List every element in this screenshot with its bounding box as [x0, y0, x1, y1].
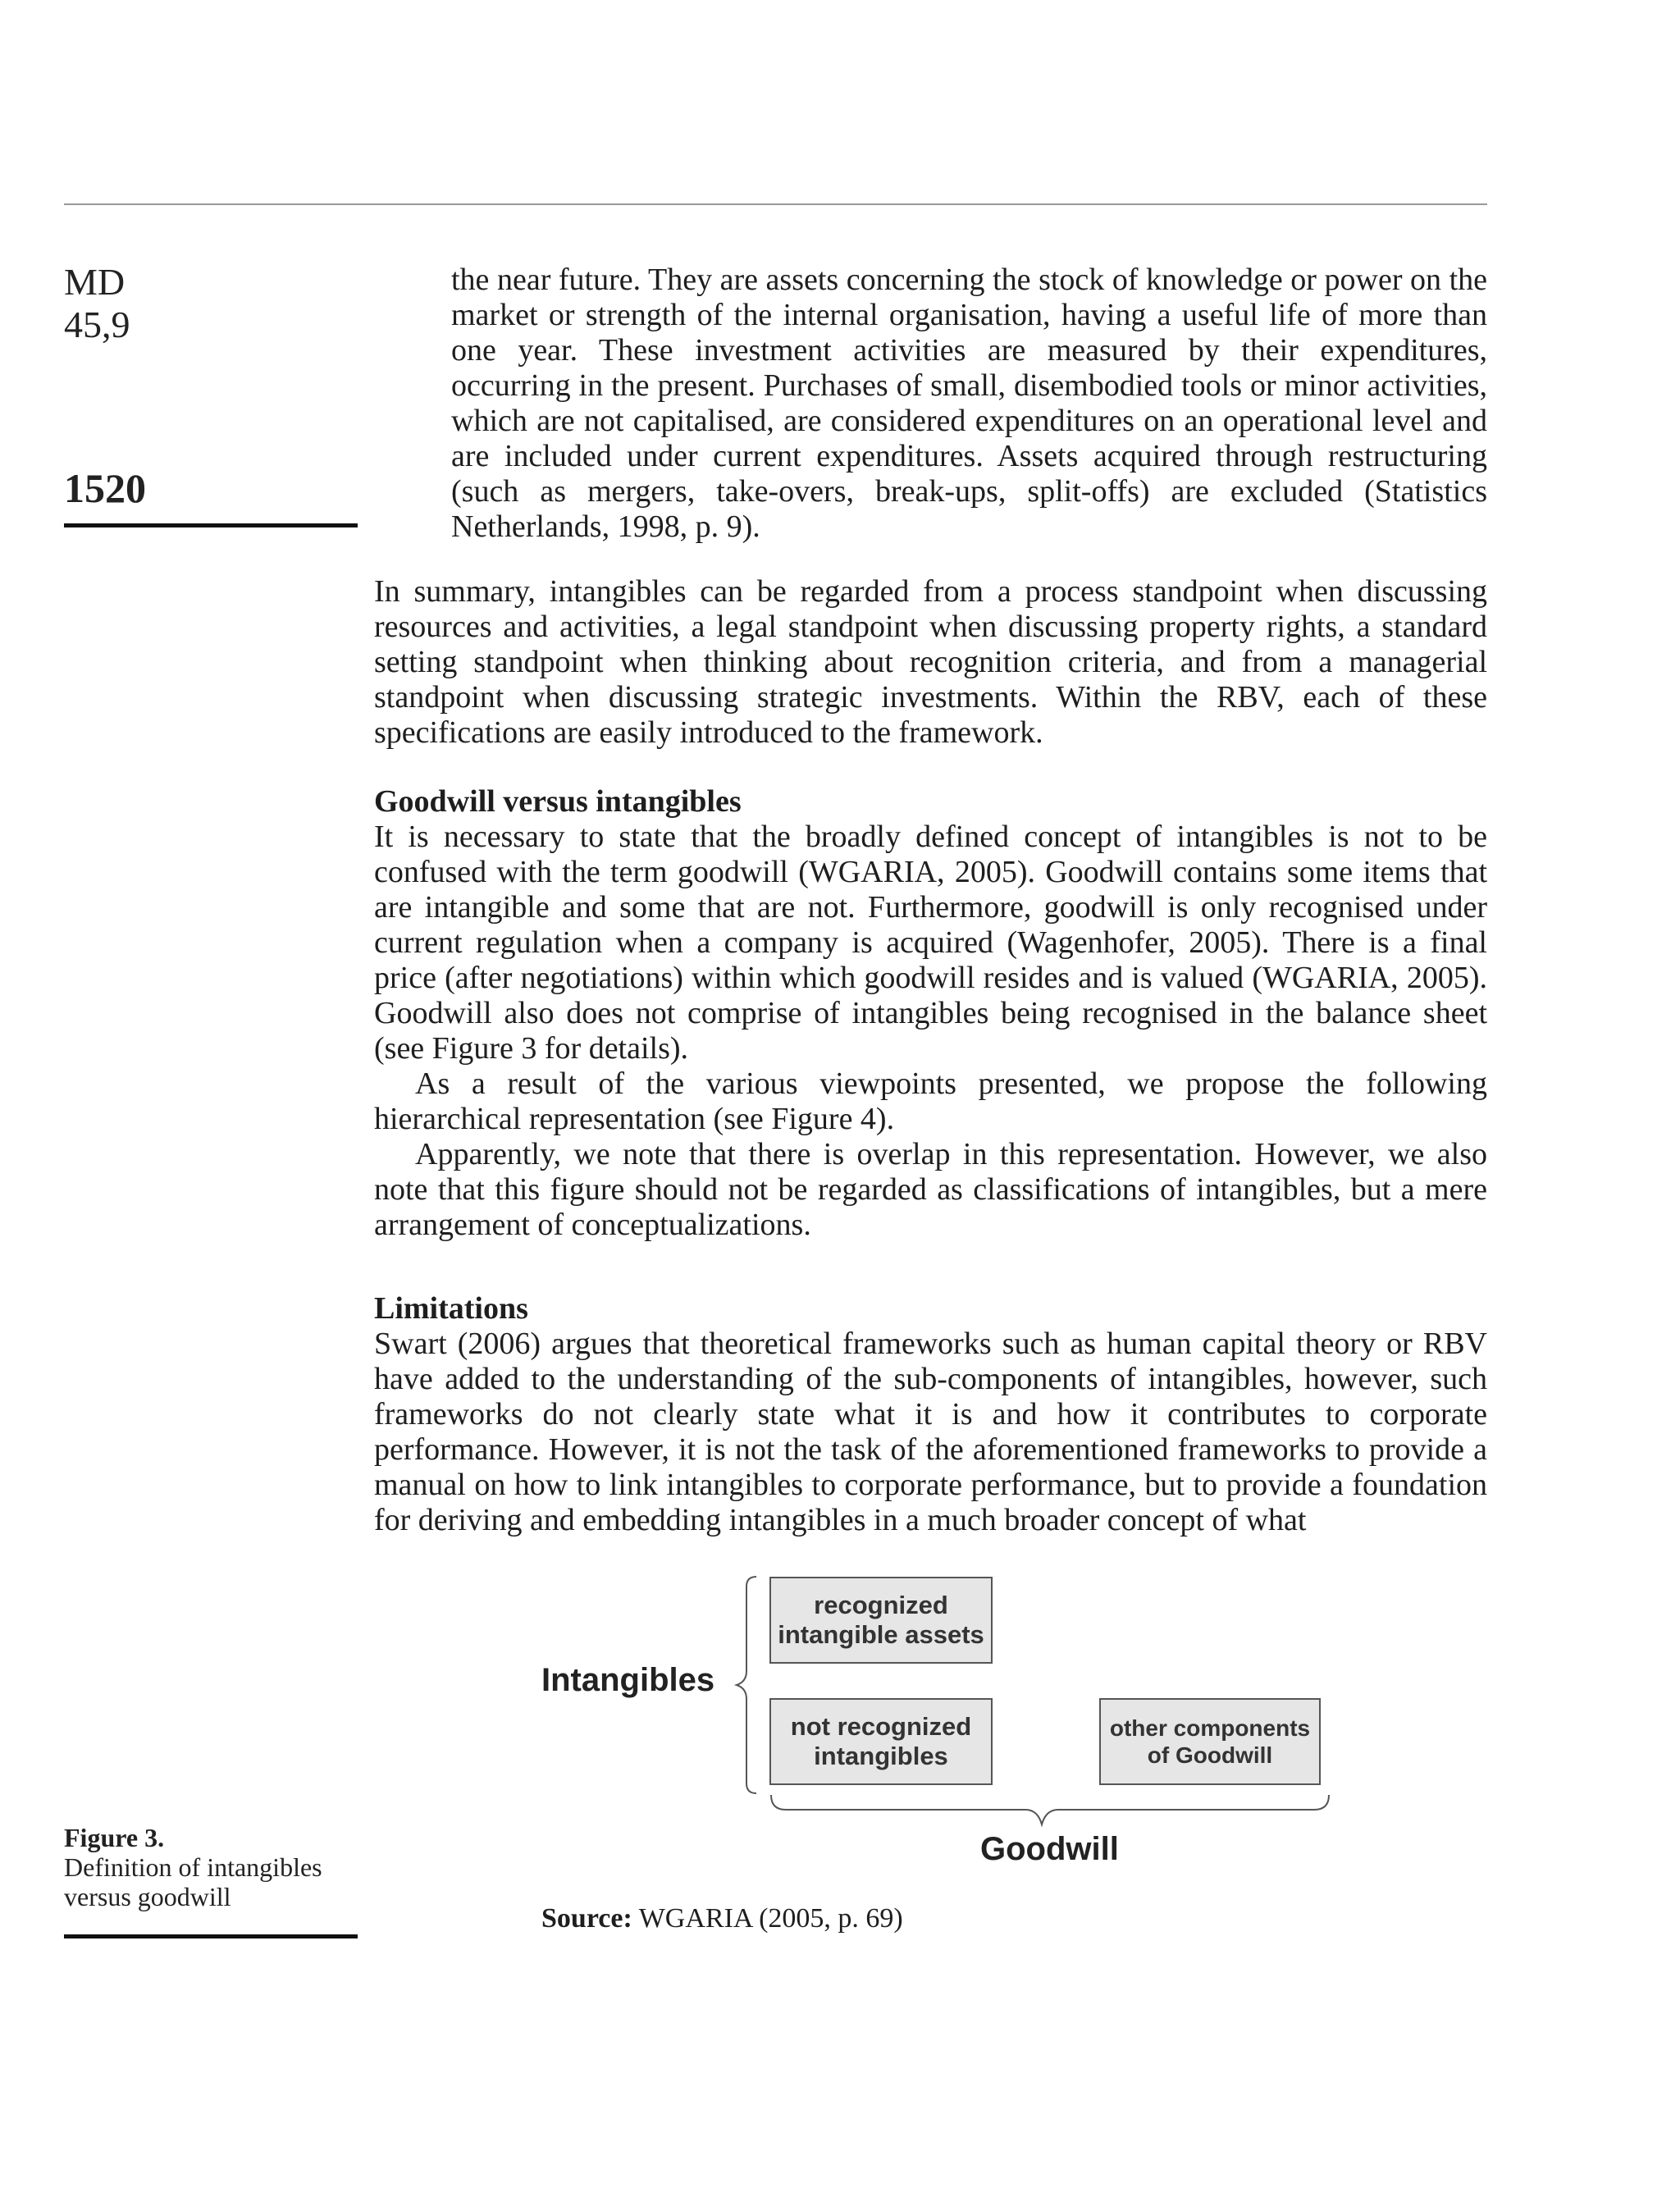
- goodwill-label: Goodwill: [980, 1831, 1119, 1867]
- other-components-box-label: other components of Goodwill: [1109, 1715, 1311, 1768]
- journal-abbrev: MD: [64, 261, 126, 303]
- page-number-rule: [64, 523, 358, 527]
- source-text: WGARIA (2005, p. 69): [638, 1903, 903, 1934]
- goodwill-paragraph-3: Apparently, we note that there is overlap in this representation. However, we also note that this figure should not be regarded as classifications of intangibles, but a mere arrangement of conceptualizations.: [374, 1137, 1487, 1242]
- top-rule: [64, 203, 1487, 205]
- page-number: 1520: [64, 465, 146, 511]
- source-label: Source:: [541, 1903, 632, 1934]
- not-recognized-box-label: not recognized intangibles: [790, 1712, 972, 1770]
- figure-label: Figure 3.: [64, 1823, 165, 1852]
- not-recognized-intangibles-box: [769, 1698, 993, 1785]
- figure-caption: [64, 1823, 359, 1911]
- goodwill-section: [374, 784, 1487, 1243]
- figure-source: [541, 1903, 903, 1934]
- figure-description: Definition of intangibles versus goodwill: [64, 1852, 322, 1911]
- caption-rule: [64, 1934, 358, 1938]
- other-goodwill-components-box: [1099, 1698, 1321, 1785]
- goodwill-heading: Goodwill versus intangibles: [374, 784, 742, 819]
- recognized-intangible-assets-box: [769, 1577, 993, 1664]
- limitations-heading: Limitations: [374, 1291, 528, 1326]
- journal-volume: 45,9: [64, 304, 130, 345]
- limitations-paragraph: Swart (2006) argues that theoretical frameworks such as human capital theory or RBV have added to the understanding of the sub-components of intangibles, however, such frameworks do not clearly state what it is and how it contributes to corporate performance. However, it is not the task of the aforementioned frameworks to provide a manual on how to link intangibles to corporate performance, but to provide a foundation for deriving and embedding intangibles in a much broader concept of what: [374, 1327, 1487, 1537]
- recognized-box-label: recognized intangible assets: [778, 1591, 984, 1649]
- summary-section: [374, 574, 1487, 751]
- goodwill-paragraph-1: It is necessary to state that the broadly defined concept of intangibles is not to be confused with the term goodwill (WGARIA, 2005). Goodwill contains some items that are intangible and some that are not. Furthermore, goodwill is only recognised under current regulation when a company is acquired (Wagenhofer, 2005). There is a final price (after negotiations) within which goodwill resides and is valued (WGARIA, 2005). Goodwill also does not comprise of intangibles being recognised in the balance sheet (see Figure 3 for details).: [374, 820, 1487, 1066]
- quote-paragraph: the near future. They are assets concerning the stock of knowledge or power on the market or strength of the internal organisation, having a useful life of more than one year. These investment activities are measured by their expenditures, occurring in the present. Purchases of small, disembodied tools or minor activities, which are not capitalised, are considered expenditures on an operational level and are included under current expenditures. Assets acquired through restructuring (such as mergers, take-overs, break-ups, split-offs) are excluded (Statistics Netherlands, 1998, p. 9).: [451, 263, 1487, 544]
- journal-info: [64, 261, 130, 346]
- block-quote: [451, 263, 1487, 545]
- figure-3-diagram: [525, 1569, 1345, 1880]
- goodwill-paragraph-2: As a result of the various viewpoints presented, we propose the following hierarchical representation (see Figure 4).: [374, 1066, 1487, 1136]
- limitations-section: [374, 1291, 1487, 1538]
- intangibles-label: Intangibles: [541, 1662, 715, 1698]
- goodwill-brace: [771, 1795, 1329, 1824]
- summary-paragraph: In summary, intangibles can be regarded from a process standpoint when discussing resources and activities, a legal standpoint when discussing property rights, a standard setting standpoint when thinking about recognition criteria, and from a managerial standpoint when discussing strategic investments. Within the RBV, each of these specifications are easily introduced to the framework.: [374, 574, 1487, 750]
- intangibles-brace: [737, 1577, 756, 1793]
